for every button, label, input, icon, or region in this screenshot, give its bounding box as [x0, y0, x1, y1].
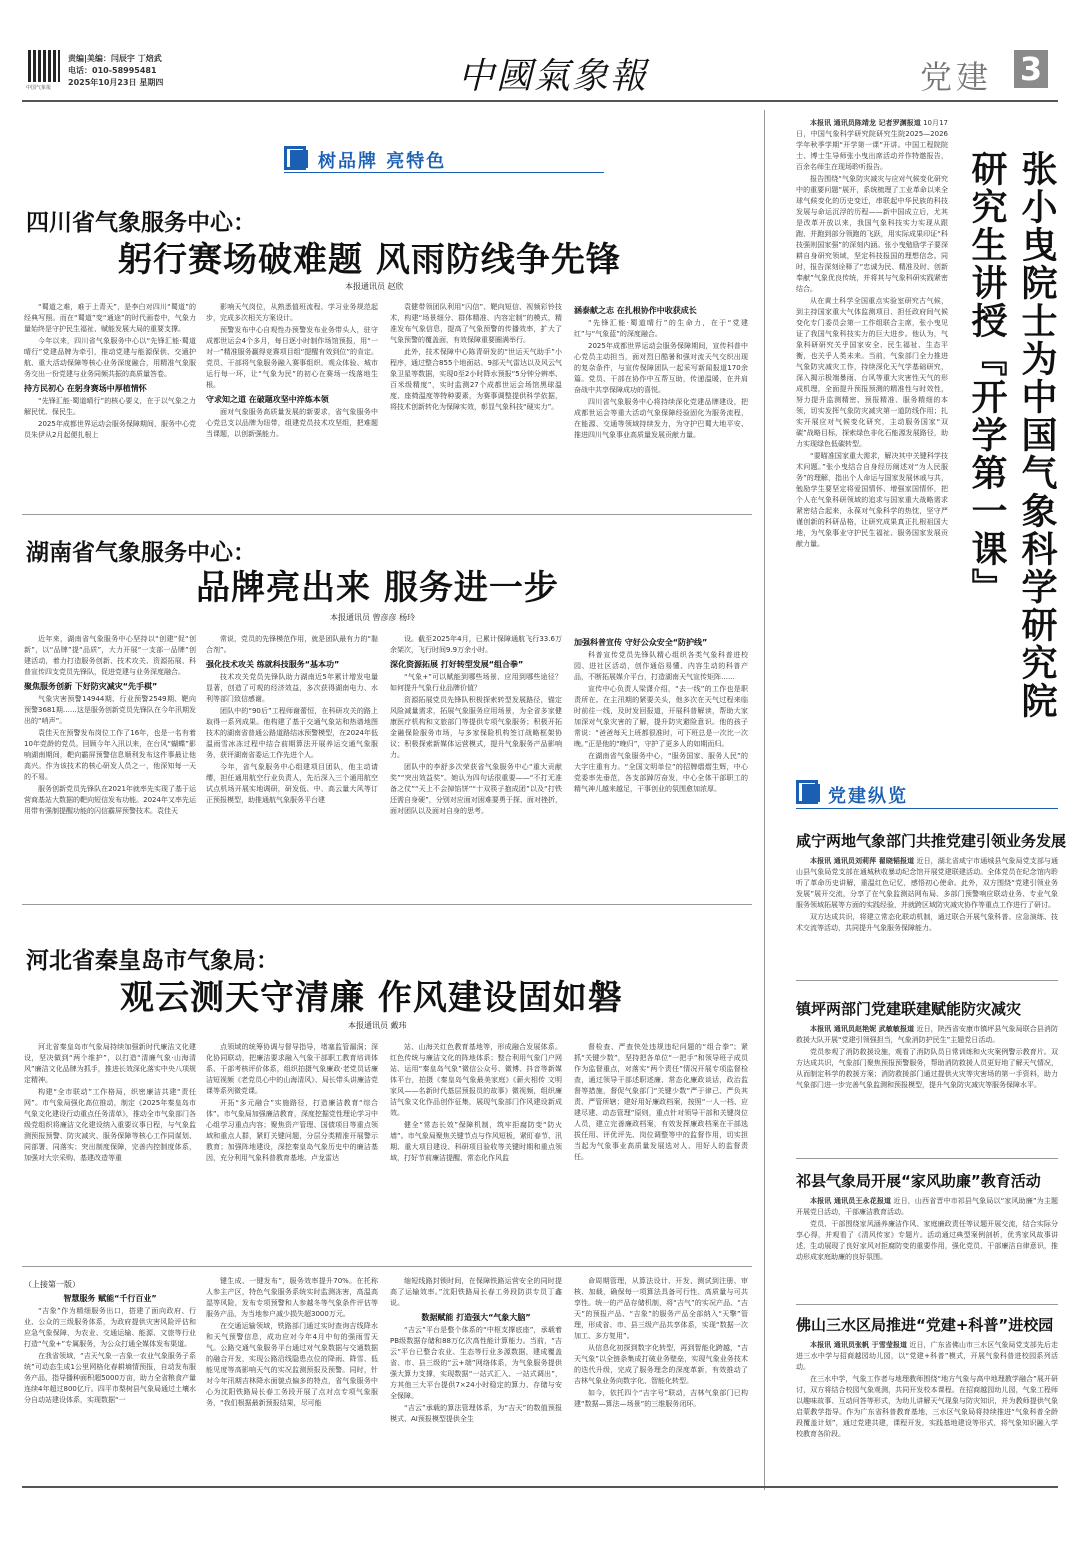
lead-byline: 本报讯 通讯员陈靖龙 记者罗渊报道	[810, 119, 921, 127]
article1-kicker: 四川省气象服务中心：	[26, 209, 256, 236]
banner-icon-fill	[290, 150, 308, 168]
news-byline: 本报讯 通讯员赵艳妮 武敏敏报道	[810, 1025, 915, 1033]
news-byline: 本报讯 通讯员王永花报道	[810, 1197, 892, 1205]
continued-col3	[390, 1276, 562, 1476]
paragraph: 构建“全市联动”工作格局，织密廉洁共建“责任网”。市气象局强化高位推动，制定《2025年秦皇岛市气象文化建设行动重点任务清单》，推动全市气象部门各级党组织将廉洁文化建设纳入重要议事日程，与气象监测预报预警、防灾减灾、服务保障等核心工作同谋划、同部署、同落实；突出制度保障，完善内控制度体系，加强对大宗采购、基建改造等重	[24, 1088, 196, 1162]
news-body	[796, 856, 1058, 970]
paragraph: 袁佳天在预警发布岗位工作了16年，也是一名有着10年党龄的党员。回顾今年入汛以来，在台风“蝴蝶”影响湖南期间，靶向霸屏预警信息顺利发布这件事最让他高兴。作为该技术的核心研发人员之一，他深知每一天的不易。	[24, 729, 196, 781]
article1-col4	[574, 302, 748, 496]
paragraph: 从信息化初探到数字化转型，再到智能化跨越，“吉天气象”以全链条集成打破业务壁垒，实现气象业务技术的迭代升级，完成了服务理念的深度革新，有效推动了吉林气象业务向数字化、智能化转型。	[574, 1344, 748, 1385]
article3-col4	[574, 1042, 748, 1250]
page-number: 3	[1014, 50, 1048, 88]
article3-col2	[206, 1042, 378, 1250]
continued-label: （上接第一版）	[24, 1280, 80, 1289]
subheading: 智慧服务 赋能“千行百业”	[63, 1294, 157, 1303]
right-vertical-title-2: 研究生讲授『开学第一课』	[966, 150, 1008, 606]
paragraph: 党员参观了消防救援设施，观看了消防队员日常训练和火灾案例警示教育片。双方达成共识，气象部门聚焦预报预警服务，帮助消防救援人员更好地了解天气情况，从而制定科学的救援方案；消防救援部门通过提供火灾等灾害场的第一手资料，助力气象部门进一步完善气象监测和预报模型，提升气象防灾减灾等服务保障水平。	[796, 1048, 1058, 1089]
divider	[796, 1304, 1058, 1305]
paragraph: “先锋汇能·蜀道晴行”的生命力，在于“党建红”与“气象蓝”的深度融合。	[574, 319, 748, 338]
banner-rule	[284, 172, 604, 173]
paragraph	[796, 1340, 1058, 1373]
paragraph: 团队中的李舒多次荣获省气象服务中心“重大贡献奖”“突出效益奖”。她认为四句话很重要——“不打无准备之仗”“天上不会掉馅饼”“十双筷子抱成团”以及“打铁还需自身硬”，分别对应面对困难要勇于探、面对挫折，面对团队以及面对自身的思考。	[390, 763, 562, 815]
news-body	[796, 1196, 1058, 1300]
paragraph: 河北省秦皇岛市气象局持续加强新时代廉洁文化建设，坚决做到“两个维护”，以打造“清廉气象·山海清风”廉洁文化品牌为抓手，推进长效深化落实中央八项规定精神。	[24, 1043, 196, 1084]
paragraph: 从在黄土科学全国重点实验室研究古气候，到主持国家重大气体监测项目、担任政府间气候变化专门委员会第一工作组联合主席，张小曳见证了我国气象科技实力的巨大进步。他认为，气象科研研究关乎国家安全、民生福祉、生态平衡，也关乎人类未来。当前，气象部门全力推进气象防灾减灾工作，持续深化天气学基础研究，深入揭示极端暴雨、台风等重大灾害性天气的形成机理，全面提升预报预测的精准性与时效性，努力提升监测精密、预报精准、服务精细的本领，切实发挥气象防灾减灾第一道防线作用；扎实开展应对气候变化研究，主动服务国家“双碳”战略目标，探索绿色非化石能源发展路径，助力实现绿色低碳转型。	[796, 297, 948, 448]
subheading: 涵泰献之志 在扎根协作中收获成长	[574, 306, 697, 315]
paragraph: “吉云”平台是整个体系的“中枢支撑底座”，承载着PB级数据存储和88万亿次高性能计算能力。当前，“吉云”平台已整合农业、生态等行业多源数据，建成覆盖省、市、县三级的“云+端”网络体系，为气象服务提供强大算力支撑，实现数据“一站式汇入、一站式调出”，方其他三大平台提供7×24小时稳定的算力、存储与安全保障。	[390, 1326, 562, 1400]
masthead: 中國氣象報	[458, 56, 649, 97]
article1-col2	[206, 302, 378, 496]
paragraph: 此外，技术保障中心陈青研发的“世运天气助手”小程序，通过整合855个地面站、9部天气雷达以及风云气象卫星等数据，实现0至2小时降水预报“5分钟分辨率、百米级精度”，实时监测27个成都世运会场馆黑球温度、座椅温度等特种要素，为赛事调整提供科学依据，将技术创新转化为保障实效，彰显气象科技“硬实力”。	[390, 348, 562, 411]
paragraph: “要瞄准国家重大需求，解决其中关键科学技术问题。”张小曳结合自身经历阐述对“为人民服务”的理解，指出个人命运与国家发展休戚与共，勉励学生要坚定将爱国情怀、增强家国情怀，把个人在气象科研领域的追求与国家重大战略需求紧密结合起来，永葆对气象科学的热忱，坚守严谨创新的科研品格，让研究成果真正扎根祖国大地，为气象事业守护民生福祉、服务国家发展贡献力量。	[796, 452, 948, 548]
paragraph: 技术攻关党员先锋队助力湖南近5年累计增发电量显著，创造了可观的经济效益，多次获得湖南电力、水利等部门致信感谢。	[206, 673, 378, 703]
subheading: 持方民初心 在躬身赛场中厚植情怀	[24, 384, 147, 393]
paragraph: 2025年成都世界运动会服务保障期间，服务中心党员朱伊从2月起便扎根上	[24, 420, 196, 439]
article3-byline: 本报通讯员 戴玮	[348, 1021, 407, 1030]
article3-col3	[390, 1042, 562, 1250]
news-title: 佛山三水区局推进“党建+科普”进校园	[796, 1316, 1054, 1334]
section-rule	[796, 808, 1058, 809]
article3-col1	[24, 1042, 196, 1250]
paragraph: 党员、干部围绕家风涵养廉洁作风、家庭廉政责任等议题开展交流，结合实际分享心得，并观看了《清风传家》专题片。活动通过典型案例剖析，优秀家风故事讲述，生动展现了良好家风对拒腐防变的重要作用，强化党员、干部廉洁自律意识，推动形成家庭助廉的良好氛围。	[796, 1220, 1058, 1261]
paragraph: 命周期管理，从算法设计、开发、测试到注册、审核、加载，确保每一项算法具备可行性、高质量与可共享性。统一的产品存储机制，将“吉气”的实况产品、“吉天”的预报产品、“吉象”的服务产品全部纳入“天擎”管理，形成省、市、县三级产品共享体系，实现“数据一次加工、多方复用”。	[574, 1277, 748, 1340]
right-lead	[796, 118, 948, 738]
paragraph	[796, 118, 948, 173]
paragraph: 影响天气岗位，从熟悉值班流程、学习业务规范起步，完成多次相关方案设计。	[206, 303, 378, 322]
divider	[22, 514, 752, 515]
paragraph: “吉象”作为精细服务出口，搭建了面向政府、行业、公众的三级服务体系，为政府提供灾害风险评估和应急气象保障，为农业、交通运输、能源、文旅等行业打造“气象+”专属服务，为公众打通全媒体发布渠道。	[24, 1307, 196, 1348]
qr-code	[28, 50, 60, 82]
banner-label: 树品牌 亮特色	[318, 151, 447, 172]
paragraph: 服务创新党员先锋队在2021年就率先实现了基于运营商基站大数据的靶向短信发布功能。2024年又率先运用带有强制提醒功能的闪信霸屏预警技术。袁佳天	[24, 785, 196, 815]
paragraph: “先锋汇能·蜀道晴行”的核心要义，在于以气象之力解民忧、保民生。	[24, 397, 196, 416]
section-icon-fill	[802, 784, 820, 802]
header-rule	[22, 100, 1058, 102]
news-byline: 本报讯 通讯员张帆 于雪莹报道	[810, 1341, 908, 1349]
footer-rule	[22, 1486, 1058, 1488]
article1-byline: 本报通讯员 赵欣	[345, 282, 404, 291]
article3-kicker: 河北省秦皇岛市气象局：	[26, 947, 279, 974]
article2-col1	[24, 634, 196, 886]
divider	[22, 1266, 752, 1267]
subheading: 数据赋能 打造强大“气象大脑”	[421, 1313, 531, 1322]
paragraph: 今年，省气象服务中心组建项目团队，他主动请缨，担任通用航空行业负责人，先后深入三个通用航空试点机场开展实地调研，研发低、中、高云量大风等订正预报模型，助推通航气象服务平台建	[206, 763, 378, 804]
continued-col4	[574, 1276, 748, 1476]
paragraph: 2025年成都世界运动会服务保障期间，宣传科普中心党员主动担当，面对烈日酷暑和强对流天气交织出现的复杂条件，与宣传保障团队一起采写新闻报道170余篇。党员、干部在协作中互帮互助，传递温暖，在并肩奋战中共享保障成功的喜悦。	[574, 342, 748, 394]
article2-kicker: 湖南省气象服务中心：	[26, 539, 256, 566]
article1-col1	[24, 302, 196, 496]
right-vertical-title-1: 张小曳院士为中国气象科学研究院	[1016, 150, 1058, 720]
paragraph: 四川省气象服务中心将持续深化党建品牌建设，把成都世运会等重大活动气象保障经验固化为服务流程，在能源、交通等领域持续发力，为守护巴蜀大地平安、推进四川气象事业高质量发展贡献力量。	[574, 398, 748, 439]
paragraph: 在湖南省气象服务中心，“服务国家、服务人民”的大字庄重有力。“全国文明单位”的招牌熠熠生辉，中心党委率先垂范，各支部踔厉奋发，中心全体干部职工的精气神儿越来越足，干事创业的氛围愈加浓厚。	[574, 752, 748, 793]
paragraph	[796, 1024, 1058, 1046]
continued-col1	[24, 1276, 196, 1476]
article2-col4	[574, 634, 748, 886]
news-title: 祁县气象局开展“家风助廉”教育活动	[796, 1172, 1041, 1190]
paragraph: 设。截至2025年4月，已累计保障通航飞行33.6万余架次，飞行时间9.9万余小时。	[390, 635, 562, 654]
paragraph: 开拓“多元融合”实施路径，打造廉洁教育“综合体”。市气象局加强廉洁教育，深度挖掘党性理论学习中心组学习重点内容；聚焦资产管理、国债项目等重点领域和重点人群，紧盯关键问题，分层分类精准开展警示教育；加强阵地建设，深挖秦皇岛气象历史中的廉洁基因，充分利用气象科普教育基地、卢龙雷达	[206, 1099, 378, 1162]
paragraph: 气象灾害预警14944期、行业预警2549期、靶向预警3681期……这是服务创新党员先锋队在今年汛期发出的“哨声”。	[24, 695, 196, 725]
paragraph: 在交通运输领域，铁路部门通过实时查询吉线降水和天气预警信息，成功应对今年4月中旬的强雨雪天气。公路交通气象服务平台通过对气象数据与交通数据的融合开发，实现公路沿线隐患点位的降雨、降雪、低能见度等高影响天气的实况监测预报及预警。同时，针对今年汛期吉林降水面貌点偏多的特点，省气象服务中心为沈阳铁路局长春工务段开展了点对点专项气象服务，“我们根据最新预报结果，尽可能	[206, 1322, 378, 1407]
article2-col3	[390, 634, 562, 886]
paragraph: 面对气象服务高质量发展的新要求，省气象服务中心党总支以品牌为纽带，组建党员技术攻坚组，把难题当课题，以创新强能力。	[206, 408, 378, 438]
paragraph: 如今，依托四个“吉字号”联动，吉林气象部门已构建“数据—算法—场景”的三维服务闭环。	[574, 1389, 748, 1408]
paragraph: 科普宣传党员先锋队精心组织各类气象科普进校园、进社区活动，创作通俗易懂、内容生动的科普产品，不断拓展媒介平台，打造湖南天气宣传矩阵……	[574, 651, 748, 681]
article2-headline: 品牌亮出来 服务进一步	[196, 568, 559, 608]
subheading: 聚焦服务创新 下好防灾减灾“先手棋”	[24, 682, 158, 691]
section-title: 党建纵览	[828, 786, 908, 807]
subheading: 加强科普宣传 守好公众安全“防护线”	[574, 638, 708, 647]
paragraph: 健全“常态长效”保障机制，筑牢拒腐防变“防火墙”。市气象局聚焦关键节点与作风短板，紧盯春节、汛期、重大项目建设、科研项目验收等关键时期和重点领域，打好节前廉洁提醒、常态化作风监	[390, 1121, 562, 1162]
lead-text: 10月17日，中国气象科学研究院研究生院2025—2026学年秋季学期“开学第一课”开讲。中国工程院院士、博士生导师张小曳出席活动并作特邀报告，百余名师生在现场聆听报告。	[796, 119, 948, 171]
subheading: 守求知之道 在破题攻坚中淬炼本领	[206, 395, 329, 404]
paragraph: “气象+”可以赋能到哪些场景、应用到哪些途径？如何提升气象行业品牌价值？	[390, 673, 562, 692]
paragraph: “蜀道之难，难于上青天”，是李白对四川“蜀道”的经典写照。而在“蜀道”变“通途”的时代画卷中，气象力量始终是守护民生福祉、赋能发展大局的重要支撑。	[24, 303, 196, 333]
news-body	[796, 1340, 1058, 1474]
article1-headline: 躬行赛场破难题 风雨防线争先锋	[118, 240, 621, 280]
paragraph: 站、山海关红色教育基地等，形成融合发展体系。红色传统与廉洁文化的阵地体系；整合利用气象门户网站、运用“秦皇岛气象”微信公众号、微博、抖音等新媒体平台，拍摄《秦皇岛气象最美家庭》《薪火相传 文明家风——名新时代基层预报员的故事》微视频，组织廉洁气象文化作品创作征集，展现气象部门作风建设新成效。	[390, 1043, 562, 1117]
paragraph: 袁健带领团队利用“闪信”、靶向短信、视频彩铃技术，构建“场景细分、群体精准、内容定制”的模式，精准发布气象信息，提高了气象预警的传播效率，扩大了气象预警的覆盖面，有效保障重要圈满举行。	[390, 303, 562, 344]
paragraph: 团队中的“90后”工程师谢蕾恒，在科研攻关的路上取得一系列成果。他构建了基于交通气象站和热谱地图技术的湖南省普通公路道路结冰预警模型，在2024年低温雨雪冰冻过程中结合前期算法开展养运交通气象服务，获评湖南省委运工作先进个人。	[206, 707, 378, 759]
divider	[22, 904, 752, 905]
paragraph	[796, 856, 1058, 911]
paragraph: 近年来，湖南省气象服务中心坚持以“创建”促“创新”，以“品牌”提“品质”，大力开展“一支部一品牌”创建活动，着力打造服务创新、技术攻关、资源拓展、科普宣传四支党员先锋队，促进党建与业务深度融合。	[24, 635, 196, 676]
paragraph: 双方达成共识，将建立常态化联动机制，通过联合开展气象科普、应急演练、技术交流等活动，共同提升气象服务保障能力。	[796, 913, 1058, 932]
news-body	[796, 1024, 1058, 1152]
news-title: 镇坪两部门党建联建赋能防灾减灾	[796, 1000, 1022, 1018]
article2-col2	[206, 634, 378, 886]
paragraph: 今年以来，四川省气象服务中心以“先锋汇能·蜀道晴行”党建品牌为牵引，推动党建与能源保供、交通护航、重大活动保障等核心业务深度融合，用精准气象服务交出一份党建与业务同频共振的高质量答卷。	[24, 337, 196, 378]
divider	[796, 980, 1058, 981]
paragraph: 点领域的统筹协调与督导指导，堵塞监管漏洞；深化协同联动，把廉洁要求融入气象干部职工教育培训体系、干部考核评价体系，组织拍摄气象廉政·老党员话廉洁短视频《老党员心中的山海清风》、局长带头讲廉洁党课等系列微党课。	[206, 1043, 378, 1095]
paragraph: 在我省领域，“吉天气象一吉象一农业气象服务子系统”可动态生成1公里网格化春耕墒情预报，自动发布服务产品，指导播种面积超5000万亩，助力全省粮食产量连续4年超过800亿斤。四平市梨树县气象局通过土壤水分自动站建设体系，实现数据“一	[24, 1352, 196, 1404]
article1-col3	[390, 302, 562, 496]
paragraph: “吉云”承载的算法管理体系，为“吉天”的数值预报模式、AI预报模型提供全生	[390, 1404, 562, 1423]
qr-caption: 中国气象报	[26, 85, 52, 91]
paragraph: 常说，党员的先锋模范作用，就是团队最有力的“黏合剂”。	[206, 635, 378, 654]
paragraph: 资源拓展党员先锋队积极探索转型发展路径，锚定风险减量需求，拓展气象服务应用场景，为全省多家健康医疗机构和文旅部门等提供专项气象服务；积极开拓金融保险服务市场，与多家保险机构签订战略框架协议；积极探索新媒体运营模式，提升气象服务产品影响力。	[390, 696, 562, 759]
paragraph: 督检查、严查快处违规违纪问题的“组合拳”；紧抓“关键少数”，坚持把各单位“一把手”和领导班子成员作为监督重点，对落实“两个责任”情况开展专项监督检查，通过领导干部述职述廉、常态化廉政谈话，政治监督等措施，督促气象部门“关键少数”严于律己、严负其责、严管所辖；建好用好廉政档案，按照“一人一档、应建尽建、动态管理”原则，重点针对领导干部和关键岗位人员，建立完善廉政档案，有效发挥廉政档案在干部选拔任用、评优评先、岗位调整等中的监督作用，切实担当起为气象事业高质量发展选对人、用好人的监督责任。	[574, 1043, 748, 1161]
news-byline: 本报讯 通讯员刘莉萍 翟晓韬报道	[810, 857, 915, 865]
news-text: 近日，陕西省安康市镇坪县气象局联合县消防救援大队开展“党建引领强担当，气象消防护民生”主题党日活动。	[796, 1025, 1058, 1044]
paragraph: 宣传中心负责人梁潇介绍，“去一线”的工作也是职责所在。在主汛期的紧要关头，他多次在天气过程来临时前往一线，及时发回报道，开展科普解读，帮助大家加深对气象灾害的了解，提升防灾避险意识。他的孩子常说：“爸爸每天上班都很准时，可下班总是一次比一次晚。”正是他的“晚归”，守护了更多人的如期而归。	[574, 685, 748, 748]
paragraph: 键生成、一键发布”，服务效率提升70%。在托称人参主产区，特色气象服务系统实时监测冻害，高温高湿等风险，发布专项预警和人参越冬等气象条件评估等服务产品，为当地参户减少损失超3000万元。	[206, 1277, 378, 1318]
paragraph	[796, 1196, 1058, 1218]
section-name: 党建	[920, 58, 993, 96]
column-divider	[764, 110, 765, 1490]
news-text: 近日，山西省晋中市祁县气象局以“家风助廉”为主题开展党日活动，干部廉洁教育活动。	[796, 1197, 1058, 1216]
paragraph: 在三水中学，气象工作者与地理教师围绕“地方气象与高中地理教学融合”展开研讨，双方将结合校园气象观测，共同开发校本课程。在招商越园幼儿园，气象工程师以趣味故事、互动问答等形式，为幼儿讲解天气现象与防灾知识，并为教师提供气象启蒙教学指导。作为广东省科普教育基地，三水区气象局将持续推进“气象科普全龄段覆盖计划”，通过党建共建，课程开发，实践基地建设等形式，将气象知识融入学校教育各阶段。	[796, 1375, 1058, 1438]
news-title: 咸宁两地气象部门共推党建引领业务发展	[796, 832, 1067, 850]
paragraph: 预警发布中心自观性办预警发布业务带头人，驻守成都世运会4个多月，每日逐小时制作场馆预报，用“一对一”精准服务赢得竞赛项目组“提醒有效到位”的肯定。党员、干部将气象服务融入赛事组织、观众体验、城市运行每一环，让“气象为民”的初心在赛场一线落地生根。	[206, 326, 378, 389]
article3-headline: 观云测天守清廉 作风建设固如磐	[120, 978, 623, 1018]
paragraph: 报告围绕“气象防灾减灾与应对气候变化研究中的重要问题”展开，系统梳理了工业革命以来全球气候变化的历史变迁，串联起中华民族的科技发展与命运沉浮的历程——新中国成立后，尤其是改革开放以来，我国气象科技实力实现从跟跑、并跑到部分领跑的飞跃，用实际成果印证“科技强则国家强”的深刻内涵。张小曳勉励学子要深耕自身研究领域，坚定科技报国的理想信念。同时，报告深刻诠释了“忠诚为民、精准及时、创新奉献”气象优良传统，并将其与气象科研实践紧密结合。	[796, 175, 948, 293]
news-text: 近日，湖北省咸宁市通城县气象局党支部与通山县气象局党支部在通城秋收暴动纪念馆开展党建联建活动。全体党员在纪念馆内聆听了革命历史讲解，重温红色记忆，感悟初心使命。此外，双方围绕“党建引领业务发展”展开交流，分享了在气象监测站网布局、多部门预警响应联动业务、专业气象服务领域拓展等方面的实践经验，并就跨区域防灾减灾协作等重点工作进行了研讨。	[796, 857, 1058, 909]
subheading: 深化资源拓展 打好转型发展“组合拳”	[390, 660, 524, 669]
article2-byline: 本报通讯员 曾彦彦 杨玲	[330, 613, 416, 622]
paragraph: 缩短线路封锁时间，在保障铁路运营安全的同时提高了运输效率。”沈阳铁路局长春工务段防洪专员丁鑫说。	[390, 1277, 562, 1307]
phone: 电话：010-58995481	[68, 66, 157, 75]
divider	[796, 1158, 1058, 1159]
subheading: 强化技术攻关 练就科技服务“基本功”	[206, 660, 340, 669]
editors: 责编|美编：闫辰宇 丁焙武	[68, 54, 162, 63]
issue-date: 2025年10月23日 星期四	[68, 78, 164, 87]
continued-col2	[206, 1276, 378, 1476]
news-text: 近日，广东省佛山市三水区气象局党支部先后走进三水中学与招商越园幼儿园，以“党建+科普”模式，开展气象科普进校园系列活动。	[796, 1341, 1058, 1371]
